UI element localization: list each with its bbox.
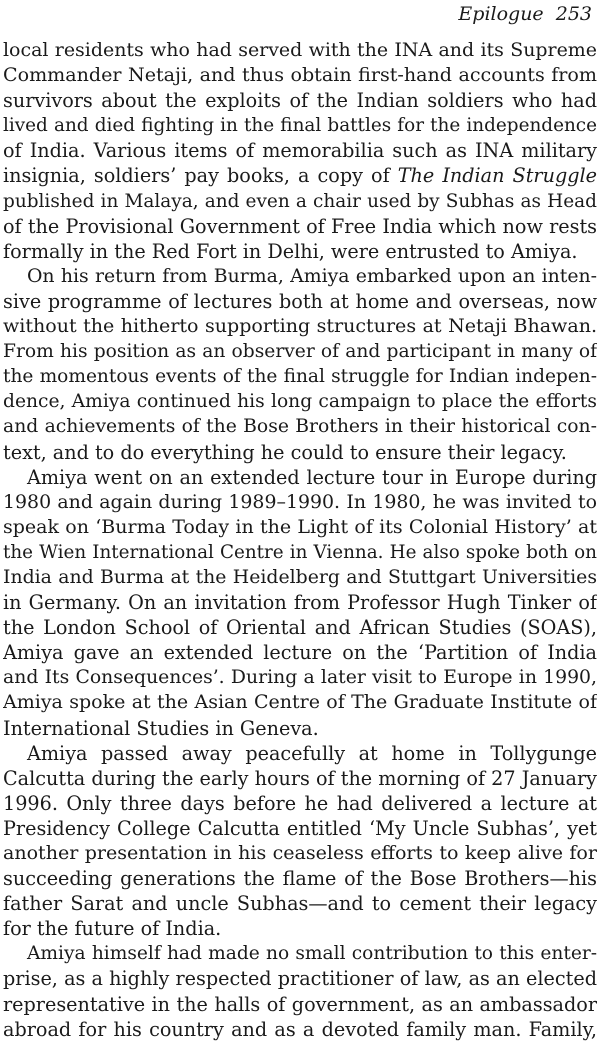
- text-run: speak on ‘Burma Today in the Light of its Colonial History’ at: [3, 515, 597, 538]
- text-line: [3, 138, 597, 163]
- text-line: [3, 38, 597, 63]
- text-line: [3, 440, 597, 465]
- text-line: [3, 339, 597, 364]
- text-line: [3, 189, 597, 214]
- text-line: [3, 314, 597, 339]
- text-run: Commander Netaji, and thus obtain first-hand accounts from: [3, 64, 597, 87]
- text-line: [3, 941, 597, 966]
- text-run: prise, as a highly respected practitioner of law, as an elected: [3, 967, 597, 991]
- running-header: [458, 0, 592, 28]
- text-run: 1996. Only three days before he had delivered a lecture at: [3, 791, 597, 815]
- text-run: of the Provisional Government of Free India which now rests: [3, 214, 597, 238]
- text-line: [3, 239, 597, 264]
- text-line: [3, 992, 597, 1017]
- text-line: [3, 540, 597, 565]
- text-line: [3, 891, 597, 916]
- text-line: [3, 615, 597, 640]
- paragraph: [3, 264, 597, 465]
- text-run: insignia, soldiers’ pay books, a copy of: [3, 164, 398, 188]
- text-line: [3, 841, 597, 866]
- text-run: the Wien International Centre in Vienna. He also spoke both on: [3, 541, 597, 563]
- page-number: 253: [555, 3, 592, 25]
- text-line: [3, 590, 597, 615]
- text-run: Calcutta during the early hours of the morning of 27 January: [3, 766, 597, 790]
- text-run: published in Malaya, and even a chair used by Subhas as Head: [3, 190, 597, 212]
- text-line: [3, 465, 597, 490]
- text-line: [3, 113, 597, 138]
- text-run: Amiya spoke at the Asian Centre of The Graduate Institute of: [3, 691, 597, 714]
- text-run: another presentation in his ceaseless efforts to keep alive for: [3, 842, 597, 864]
- text-line: [3, 63, 597, 88]
- text-line: [3, 264, 597, 289]
- text-run: Amiya passed away peacefully at home in Tollygunge: [27, 741, 597, 765]
- text-line: [3, 690, 597, 715]
- text-line: [3, 741, 597, 766]
- book-title: The Indian Struggle: [397, 164, 597, 188]
- text-run: abroad for his country and as a devoted family man. Family,: [3, 1017, 597, 1041]
- text-line: [3, 866, 597, 891]
- paragraph: [3, 465, 597, 741]
- text-line: [3, 364, 597, 389]
- running-header-title: Epilogue: [458, 3, 544, 25]
- text-run: local residents who had served with the INA and its Supreme: [3, 39, 597, 61]
- text-run: representative in the halls of government, as an ambassador: [3, 992, 597, 1016]
- text-line: [3, 490, 597, 515]
- text-line: [3, 665, 597, 690]
- text-run: without the hitherto supporting structures at Netaji Bhawan.: [3, 315, 597, 338]
- text-line: [3, 791, 597, 816]
- text-run: formally in the Red Fort in Delhi, were entrusted to Amiya.: [3, 239, 578, 263]
- text-run: India and Burma at the Heidelberg and Stuttgart Universities: [3, 566, 597, 588]
- text-line: [3, 515, 597, 540]
- text-run: for the future of India.: [3, 917, 222, 941]
- text-run: of India. Various items of memorabilia such as INA military: [3, 139, 597, 163]
- text-line: [3, 716, 597, 741]
- paragraph: [3, 38, 597, 264]
- text-run: the London School of Oriental and African Studies (SOAS),: [3, 616, 597, 640]
- text-run: Amiya went on an extended lecture tour in Europe during: [27, 465, 597, 489]
- text-line: [3, 966, 597, 991]
- paragraph: [3, 741, 597, 942]
- text-run: and achievements of the Bose Brothers in their historical con-: [3, 416, 597, 438]
- text-run: Presidency College Calcutta entitled ‘My Uncle Subhas’, yet: [3, 816, 597, 840]
- text-line: [3, 816, 597, 841]
- text-line: [3, 163, 597, 188]
- text-line: [3, 640, 597, 665]
- text-run: lived and died fighting in the final battles for the independence: [3, 115, 597, 137]
- text-line: [3, 565, 597, 590]
- text-line: [3, 1017, 597, 1042]
- text-run: text, and to do everything he could to ensure their legacy.: [3, 440, 567, 464]
- paragraph: [3, 941, 597, 1041]
- text-run: and Its Consequences’. During a later visit to Europe in 1990,: [3, 667, 597, 689]
- text-run: sive programme of lectures both at home and overseas, now: [3, 289, 597, 313]
- text-line: [3, 414, 597, 439]
- text-run: 1980 and again during 1989–1990. In 1980, he was invited to: [3, 490, 597, 513]
- text-run: Amiya himself had made no small contribution to this enter-: [27, 943, 597, 965]
- body-text: [3, 38, 597, 1042]
- text-run: survivors about the exploits of the Indian soldiers who had: [3, 89, 597, 113]
- text-run: On his return from Burma, Amiya embarked upon an inten-: [27, 265, 597, 287]
- text-run: dence, Amiya continued his long campaign to place the efforts: [3, 391, 597, 413]
- text-line: [3, 389, 597, 414]
- text-line: [3, 289, 597, 314]
- text-line: [3, 916, 597, 941]
- text-run: succeeding generations the flame of the Bose Brothers—his: [3, 867, 597, 891]
- text-run: in Germany. On an invitation from Professor Hugh Tinker of: [3, 591, 597, 615]
- text-line: [3, 766, 597, 791]
- text-run: father Sarat and uncle Subhas—and to cement their legacy: [3, 892, 597, 916]
- text-run: the momentous events of the final struggle for Indian indepen-: [3, 366, 597, 388]
- text-line: [3, 214, 597, 239]
- text-run: International Studies in Geneva.: [3, 716, 319, 740]
- text-run: From his position as an observer of and participant in many of: [3, 341, 597, 363]
- text-run: Amiya gave an extended lecture on the ‘Partition of India: [3, 641, 597, 665]
- text-line: [3, 88, 597, 113]
